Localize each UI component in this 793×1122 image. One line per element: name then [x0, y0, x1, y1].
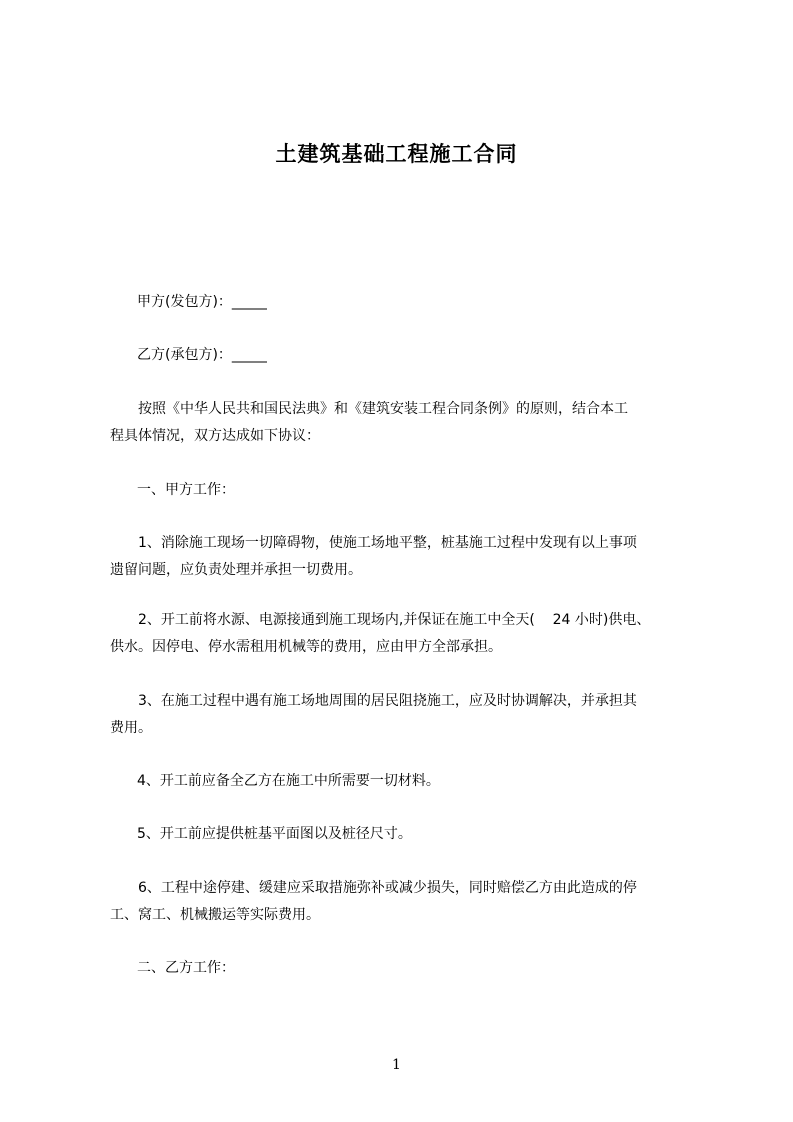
- item-4-line: 4、开工前应备全乙方在施工中所需要一切材料。: [137, 773, 440, 789]
- party-b-line: 乙方(承包方)：_____: [137, 347, 267, 363]
- item-2-paragraph: [110, 611, 710, 665]
- section-heading-party-a: 一、甲方工作：: [137, 482, 235, 498]
- item-6-line-1: 6、工程中途停建、缓建应采取措施弥补或减少损失，同时赔偿乙方由此造成的停: [138, 880, 637, 896]
- item-3-line-1: 3、在施工过程中遇有施工场地周围的居民阻挠施工，应及时协调解决，并承担其: [138, 693, 637, 709]
- party-a-line: 甲方(发包方)：_____: [137, 294, 267, 310]
- section-heading-party-b: 二、乙方工作：: [137, 960, 235, 976]
- item-3-paragraph: [110, 692, 710, 746]
- item-5-line: 5、开工前应提供桩基平面图以及桩径尺寸。: [137, 826, 412, 842]
- intro-paragraph: [110, 400, 710, 454]
- contract-title: 土建筑基础工程施工合同: [275, 142, 518, 166]
- item-2-line-1: 2、开工前将水源、电源接通到施工现场内,并保证在施工中全天( 24 小时)供电、: [138, 612, 651, 628]
- item-1-line-2: 遗留问题，应负责处理并承担一切费用。: [110, 562, 362, 578]
- intro-line-1: 按照《中华人民共和国民法典》和《建筑安装工程合同条例》的原则，结合本工: [138, 401, 628, 417]
- item-1-line-1: 1、消除施工现场一切障碍物，使施工场地平整，桩基施工过程中发现有以上事项: [138, 535, 637, 551]
- item-6-line-2: 工、窝工、机械搬运等实际费用。: [110, 907, 320, 923]
- intro-line-2: 程具体情况，双方达成如下协议：: [110, 428, 320, 444]
- item-3-line-2: 费用。: [110, 720, 152, 736]
- item-2-line-2: 供水。因停电、停水需租用机械等的费用，应由甲方全部承担。: [110, 639, 502, 655]
- item-1-paragraph: [110, 534, 710, 588]
- item-6-paragraph: [110, 879, 710, 933]
- page-number: 1: [392, 1057, 401, 1073]
